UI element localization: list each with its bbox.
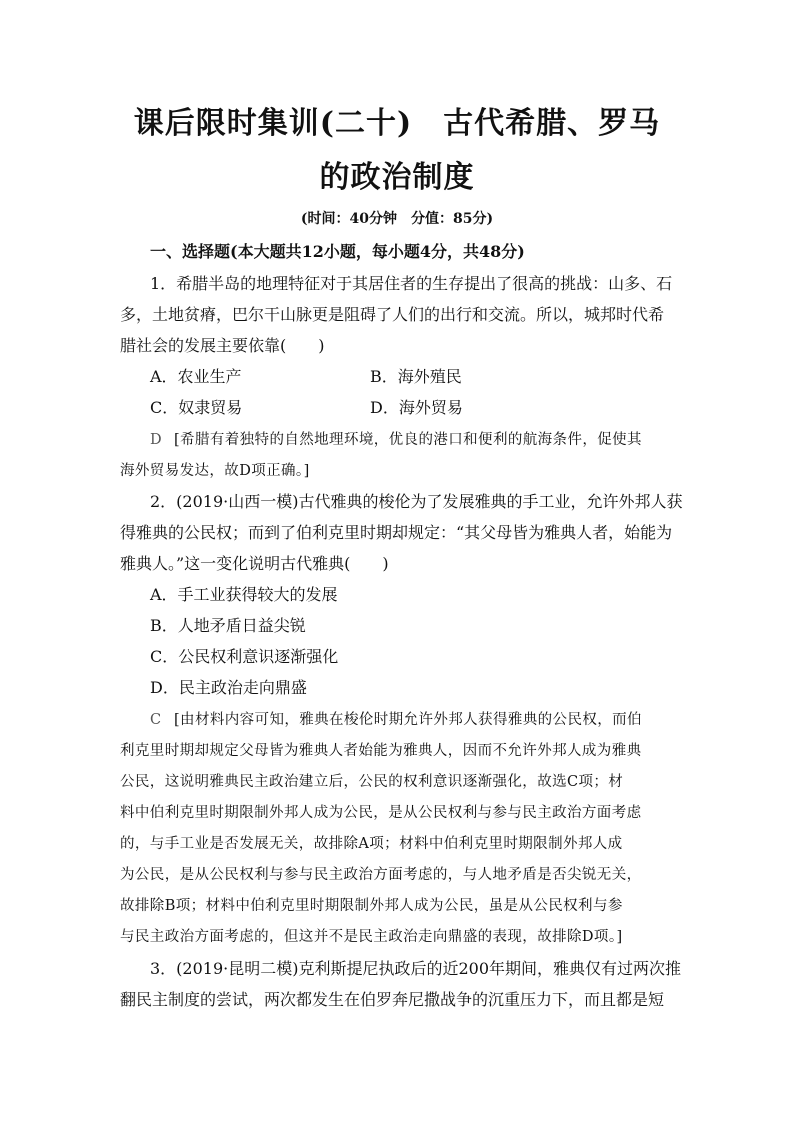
question-2-explanation-line-5: 的，与手工业是否发展无关，故排除A项；材料中伯利克里时期限制外邦人成 [120, 836, 623, 852]
question-2-explanation-line-6: 为公民，是从公民权利与参与民主政治方面考虑的，与人地矛盾是否尖锐无关， [120, 867, 642, 883]
question-2-option-a: A．手工业获得较大的发展 [150, 585, 338, 604]
page-title-line-1: 课后限时集训(二十) 古代希腊、罗马 [133, 106, 661, 141]
question-1-option-a: A．农业生产 [150, 367, 242, 386]
question-2-line-2: 得雅典的公民权；而到了伯利克里时期却规定：“其父母皆为雅典人者，始能为 [120, 523, 673, 542]
question-2-line-3: 雅典人。”这一变化说明古代雅典( ) [120, 554, 389, 573]
question-2-explanation-line-4: 料中伯利克里时期限制外邦人成为公民，是从公民权利与参与民主政治方面考虑 [120, 805, 642, 821]
question-2-option-d: D．民主政治走向鼎盛 [150, 678, 307, 697]
question-1-option-d: D．海外贸易 [370, 398, 463, 417]
question-2-explanation-line-2: 利克里时期却规定父母皆为雅典人者始能为雅典人，因而不允许外邦人成为雅典 [120, 743, 642, 759]
question-1-line-1: 1．希腊半岛的地理特征对于其居住者的生存提出了很高的挑战：山多、石 [150, 274, 673, 293]
question-1-line-2: 多，土地贫瘠，巴尔干山脉更是阻碍了人们的出行和交流。所以，城邦时代希 [120, 305, 665, 324]
question-2-line-1: 2．(2019·山西一模)古代雅典的梭伦为了发展雅典的手工业，允许外邦人获 [150, 492, 683, 511]
section-heading: 一、选择题(本大题共12小题，每小题4分，共48分) [150, 242, 525, 261]
time-score-info: (时间：40分钟 分值：85分) [300, 211, 494, 227]
question-2-option-c: C．公民权利意识逐渐强化 [150, 647, 339, 666]
question-1-option-c: C．奴隶贸易 [150, 398, 243, 417]
question-2-explanation-line-8: 与民主政治方面考虑的，但这并不是民主政治走向鼎盛的表现，故排除D项。] [120, 929, 623, 945]
question-1-answer-line-1 [150, 430, 680, 450]
question-2-explanation-line-3: 公民，这说明雅典民主政治建立后，公民的权利意识逐渐强化，故选C项；材 [120, 774, 624, 790]
question-1-line-3: 腊社会的发展主要依靠( ) [120, 336, 325, 355]
question-1-answer-key: D [150, 432, 163, 448]
question-2-explanation-line-1: [由材料内容可知，雅典在梭伦时期允许外邦人获得雅典的公民权，而伯 [174, 712, 642, 728]
page-title-line-2: 的政治制度 [319, 160, 475, 195]
question-2-answer-key: C [150, 712, 162, 728]
question-3-line-1: 3．(2019·昆明二模)克利斯提尼执政后的近200年期间，雅典仅有过两次推 [150, 959, 682, 978]
question-1-explanation-line-2: 海外贸易发达，故D项正确。] [120, 463, 310, 479]
question-1-explanation-line-1: [希腊有着独特的自然地理环境，优良的港口和便利的航海条件，促使其 [174, 432, 642, 448]
question-2-answer-line-1 [150, 710, 680, 730]
question-1-option-b: B．海外殖民 [370, 367, 462, 386]
question-3-line-2: 翻民主制度的尝试，两次都发生在伯罗奔尼撒战争的沉重压力下，而且都是短 [120, 990, 665, 1009]
question-2-explanation-line-7: 故排除B项；材料中伯利克里时期限制外邦人成为公民，虽是从公民权利与参 [120, 898, 623, 914]
question-2-option-b: B．人地矛盾日益尖锐 [150, 616, 306, 635]
